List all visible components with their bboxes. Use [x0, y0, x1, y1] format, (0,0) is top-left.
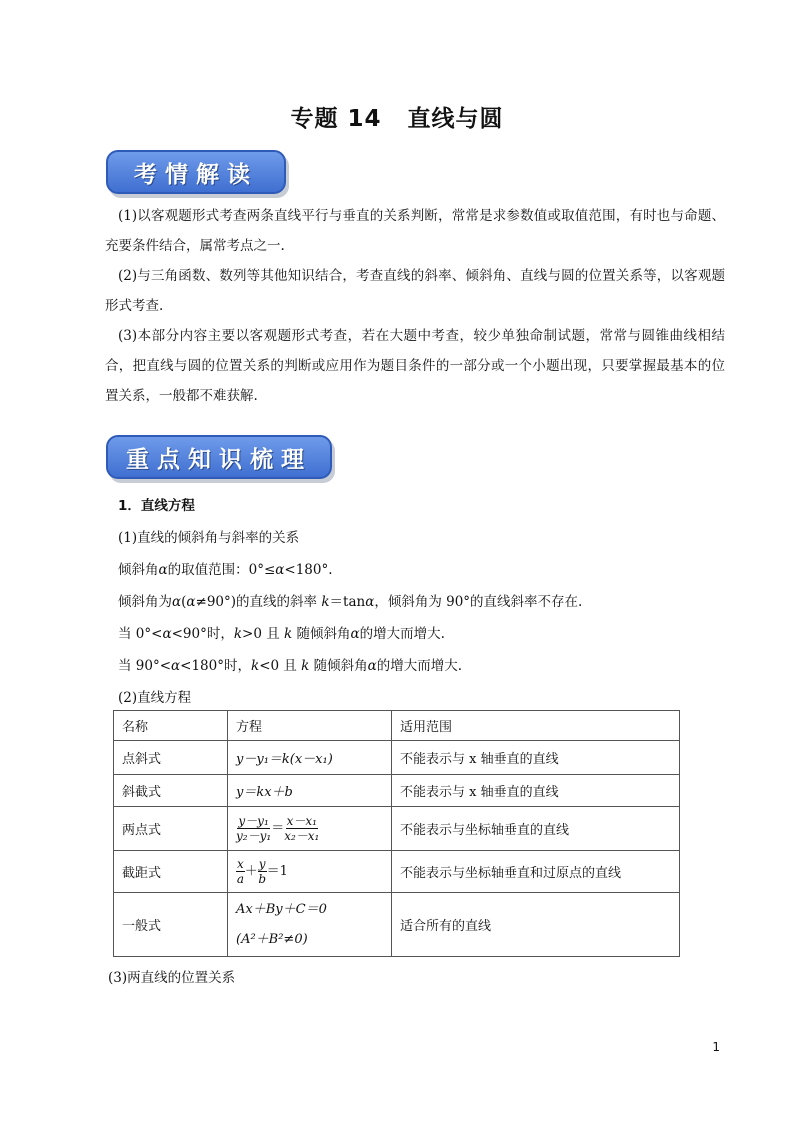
- fraction-denominator: b: [258, 872, 267, 886]
- table-header-cell: 适用范围: [392, 711, 680, 741]
- subheading-angle-slope: (1)直线的倾斜角与斜率的关系: [118, 530, 300, 546]
- text-seg: 当 0°<: [118, 626, 163, 642]
- table-cell-equation: [228, 893, 392, 957]
- text-seg: <90°时，: [171, 626, 234, 642]
- text-seg: 随倾斜角: [292, 626, 351, 642]
- title-main: 直线与圆: [407, 106, 504, 132]
- title-prefix: 专题 14: [290, 106, 382, 132]
- banner-knowledge-text: 重点知识梳理: [126, 446, 312, 473]
- subheading-line-equations: (2)直线方程: [118, 690, 192, 706]
- text-seg: ＝tan: [329, 594, 366, 610]
- plus-sign: ＋: [244, 864, 258, 879]
- fraction-numerator: y－y₁: [238, 814, 269, 828]
- fraction: [284, 814, 319, 843]
- table-cell-equation: [228, 741, 392, 775]
- text-seg: 当 90°<: [118, 658, 172, 674]
- alpha-symbol: α: [172, 594, 182, 610]
- banner-exam-text: 考情解读: [134, 161, 258, 188]
- table-cell-name: 点斜式: [114, 741, 228, 775]
- equation-text: y－y₁＝k(x－x₁): [236, 752, 333, 767]
- equation-text: Ax＋By＋C＝0: [236, 901, 327, 917]
- alpha-symbol: α: [162, 626, 172, 642]
- exam-paragraph-2: (2)与三角函数、数列等其他知识结合，考查直线的斜率、倾斜角、直线与圆的位置关系等，以客观题形式考查.: [105, 268, 725, 314]
- table-cell-name: 两点式: [114, 807, 228, 851]
- text-slope-definition: [118, 590, 582, 610]
- alpha-symbol: α: [171, 658, 181, 674]
- k-symbol: k: [233, 626, 243, 642]
- text-seg: 倾斜角为: [118, 594, 172, 610]
- section-heading-line-equation: 1．直线方程: [118, 498, 195, 514]
- table-cell-scope: 不能表示与坐标轴垂直和过原点的直线: [392, 851, 680, 893]
- text-obtuse-angle: [118, 654, 462, 674]
- fraction: [236, 857, 245, 886]
- text-seg: 随倾斜角: [309, 658, 368, 674]
- table-row: [114, 741, 680, 775]
- alpha-symbol: α: [186, 594, 196, 610]
- page-title: [0, 100, 794, 133]
- equation-condition: (A²＋B²≠0): [236, 931, 308, 947]
- k-symbol: k: [251, 658, 260, 674]
- table-row: [114, 775, 680, 807]
- fraction-numerator: y: [258, 857, 266, 871]
- exam-paragraph-3: (3)本部分内容主要以客观题形式考查，若在大题中考查，较少单独命制试题，常常与圆锥曲线相结合，把直线与圆的位置关系的判断或应用作为题目条件的一部分或一个小题出现，只要掌握最基本的位置关系，一般都不难获解.: [105, 328, 725, 404]
- fraction-denominator: x₂－x₁: [284, 829, 320, 843]
- table-cell-equation: [228, 775, 392, 807]
- table-header-row: [114, 711, 680, 741]
- table-cell-scope: 不能表示与 x 轴垂直的直线: [392, 775, 680, 807]
- alpha-symbol: α: [365, 594, 375, 610]
- text-seg: ≠90°)的直线的斜率: [195, 594, 322, 610]
- text-seg: 的增大而增大.: [359, 626, 445, 642]
- text-seg: <180°时，: [180, 658, 251, 674]
- text-seg: <0 且: [259, 658, 302, 674]
- fraction-numerator: x－x₁: [286, 814, 317, 828]
- fraction: [258, 857, 267, 886]
- table-cell-name: 截距式: [114, 851, 228, 893]
- table-cell-scope: 不能表示与 x 轴垂直的直线: [392, 741, 680, 775]
- k-symbol: k: [284, 626, 293, 642]
- alpha-symbol: α: [350, 626, 360, 642]
- table-row: [114, 807, 680, 851]
- fraction-numerator: x: [237, 857, 244, 871]
- fraction-denominator: y₂－y₁: [236, 829, 272, 843]
- subheading-line-relations: (3)两直线的位置关系: [108, 970, 236, 986]
- k-symbol: k: [321, 594, 330, 610]
- page-number: 1: [712, 1040, 720, 1054]
- text-seg: ，倾斜角为 90°的直线斜率不存在.: [374, 594, 583, 610]
- text-seg: 倾斜角: [118, 562, 159, 578]
- table-row: [114, 893, 680, 957]
- exam-paragraph-1: (1)以客观题形式考查两条直线平行与垂直的关系判断，常常是求参数值或取值范围，有时也与命题、充要条件结合，属常考点之一.: [105, 208, 725, 254]
- table-header-cell: 名称: [114, 711, 228, 741]
- equals-one: ＝1: [266, 864, 288, 879]
- table-header-cell: 方程: [228, 711, 392, 741]
- text-seg: 的取值范围：0°≤: [167, 562, 276, 578]
- line-equation-table: [113, 710, 680, 957]
- alpha-symbol: α: [367, 658, 377, 674]
- text-seg: (: [181, 594, 187, 610]
- k-symbol: k: [301, 658, 310, 674]
- banner-exam-analysis: [106, 150, 286, 194]
- text-angle-range: [118, 558, 333, 578]
- table-row: [114, 851, 680, 893]
- alpha-symbol: α: [158, 562, 168, 578]
- banner-key-knowledge: [106, 435, 332, 479]
- table-cell-equation: [228, 851, 392, 893]
- fraction: [236, 814, 271, 843]
- table-cell-equation: [228, 807, 392, 851]
- table-cell-name: 斜截式: [114, 775, 228, 807]
- text-seg: <180°.: [284, 562, 333, 578]
- fraction-denominator: a: [236, 872, 244, 886]
- table-cell-scope: 不能表示与坐标轴垂直的直线: [392, 807, 680, 851]
- equals-sign: ＝: [271, 821, 285, 836]
- text-seg: >0 且: [242, 626, 284, 642]
- exam-paragraphs: [105, 201, 725, 411]
- table-cell-scope: 适合所有的直线: [392, 893, 680, 957]
- text-acute-angle: [118, 622, 445, 642]
- alpha-symbol: α: [275, 562, 285, 578]
- equation-text: y＝kx＋b: [236, 785, 293, 800]
- table-cell-name: 一般式: [114, 893, 228, 957]
- text-seg: 的增大而增大.: [376, 658, 463, 674]
